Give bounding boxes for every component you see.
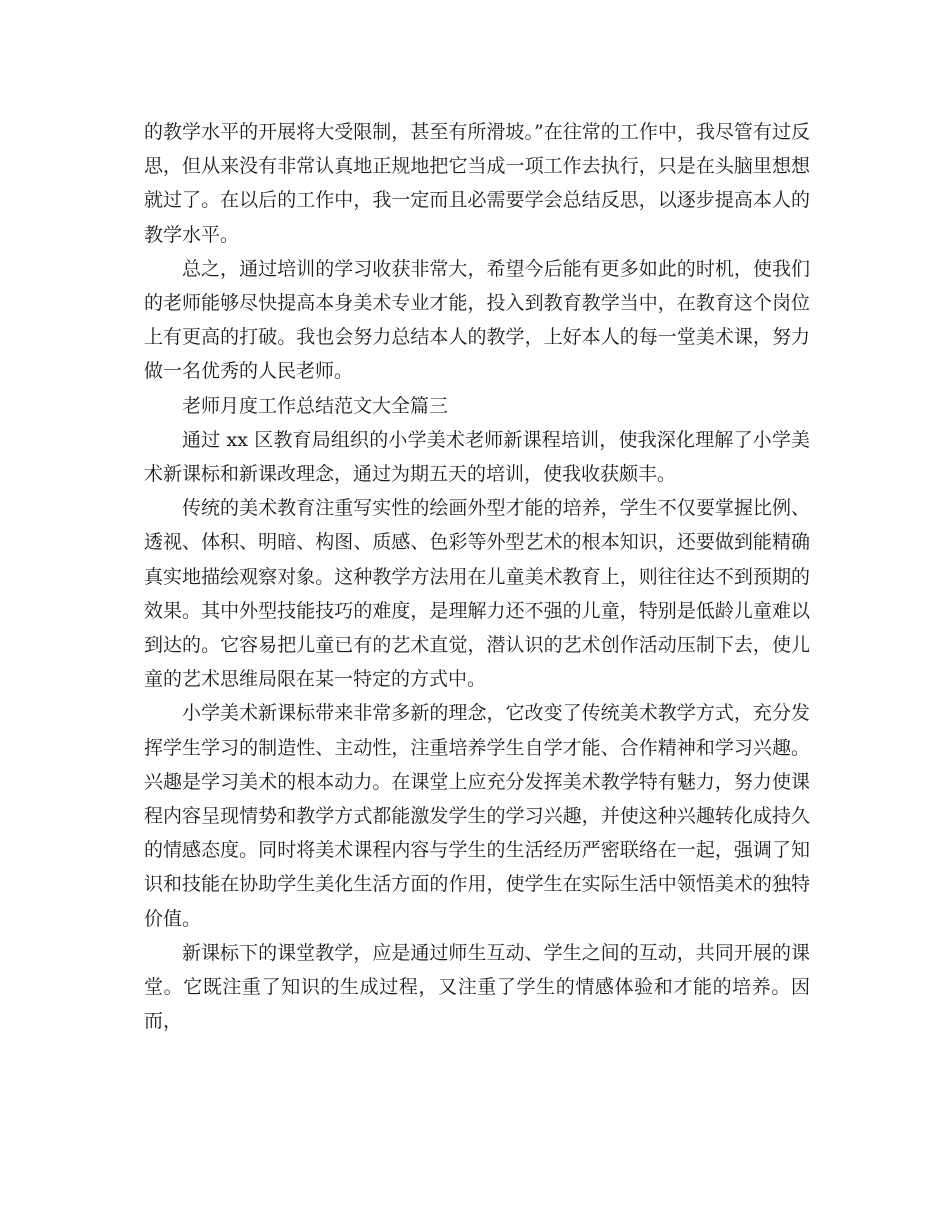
- paragraph-conclusion: 总之，通过培训的学习收获非常大，希望今后能有更多如此的时机，使我们的老师能够尽快提高本身美术专业才能，投入到教育教学当中，在教育这个岗位上有更高的打破。我也会努力总结本人的教学，上好本人的每一堂美术课，努力做一名优秀的人民老师。: [144, 257, 810, 383]
- paragraph-new-standard: 小学美术新课标带来非常多新的理念，它改变了传统美术教学方式，充分发挥学生学习的制造性、主动性，注重培养学生自学才能、合作精神和学习兴趣。兴趣是学习美术的根本动力。在课堂上应充分发挥美术教学特有魅力，努力使课程内容呈现情势和教学方式都能激发学生的学习兴趣，并使这种兴趣转化成持久的情感态度。同时将美术课程内容与学生的生活经历严密联络在一起，强调了知识和技能在协助学生美化生活方面的作用，使学生在实际生活中领悟美术的独特价值。: [144, 702, 810, 930]
- paragraph-intro: 通过 xx 区教育局组织的小学美术老师新课程培训，使我深化理解了小学美术新课标和新课改理念，通过为期五天的培训，使我收获颇丰。: [144, 428, 810, 486]
- section-heading: 老师月度工作总结范文大全篇三: [182, 394, 449, 417]
- paragraph-classroom: 新课标下的课堂教学，应是通过师生互动、学生之间的互动，共同开展的课堂。它既注重了知识的生成过程，又注重了学生的情感体验和才能的培养。因而，: [144, 941, 810, 1033]
- paragraph-traditional: 传统的美术教育注重写实性的绘画外型才能的培养，学生不仅要掌握比例、透视、体积、明暗、构图、质感、色彩等外型艺术的根本知识，还要做到能精确真实地描绘观察对象。这种教学方法用在儿童美术教育上，则往往达不到预期的效果。其中外型技能技巧的难度，是理解力还不强的儿童，特别是低龄儿童难以到达的。它容易把儿童已有的艺术直觉，潜认识的艺术创作活动压制下去，使儿童的艺术思维局限在某一特定的方式中。: [144, 497, 810, 691]
- paragraph-continuation: 的教学水平的开展将大受限制，甚至有所滑坡。”在往常的工作中，我尽管有过反思，但从来没有非常认真地正规地把它当成一项工作去执行，只是在头脑里想想就过了。在以后的工作中，我一定而且必需要学会总结反思，以逐步提高本人的教学水平。: [144, 121, 810, 246]
- document-body: [144, 115, 810, 1038]
